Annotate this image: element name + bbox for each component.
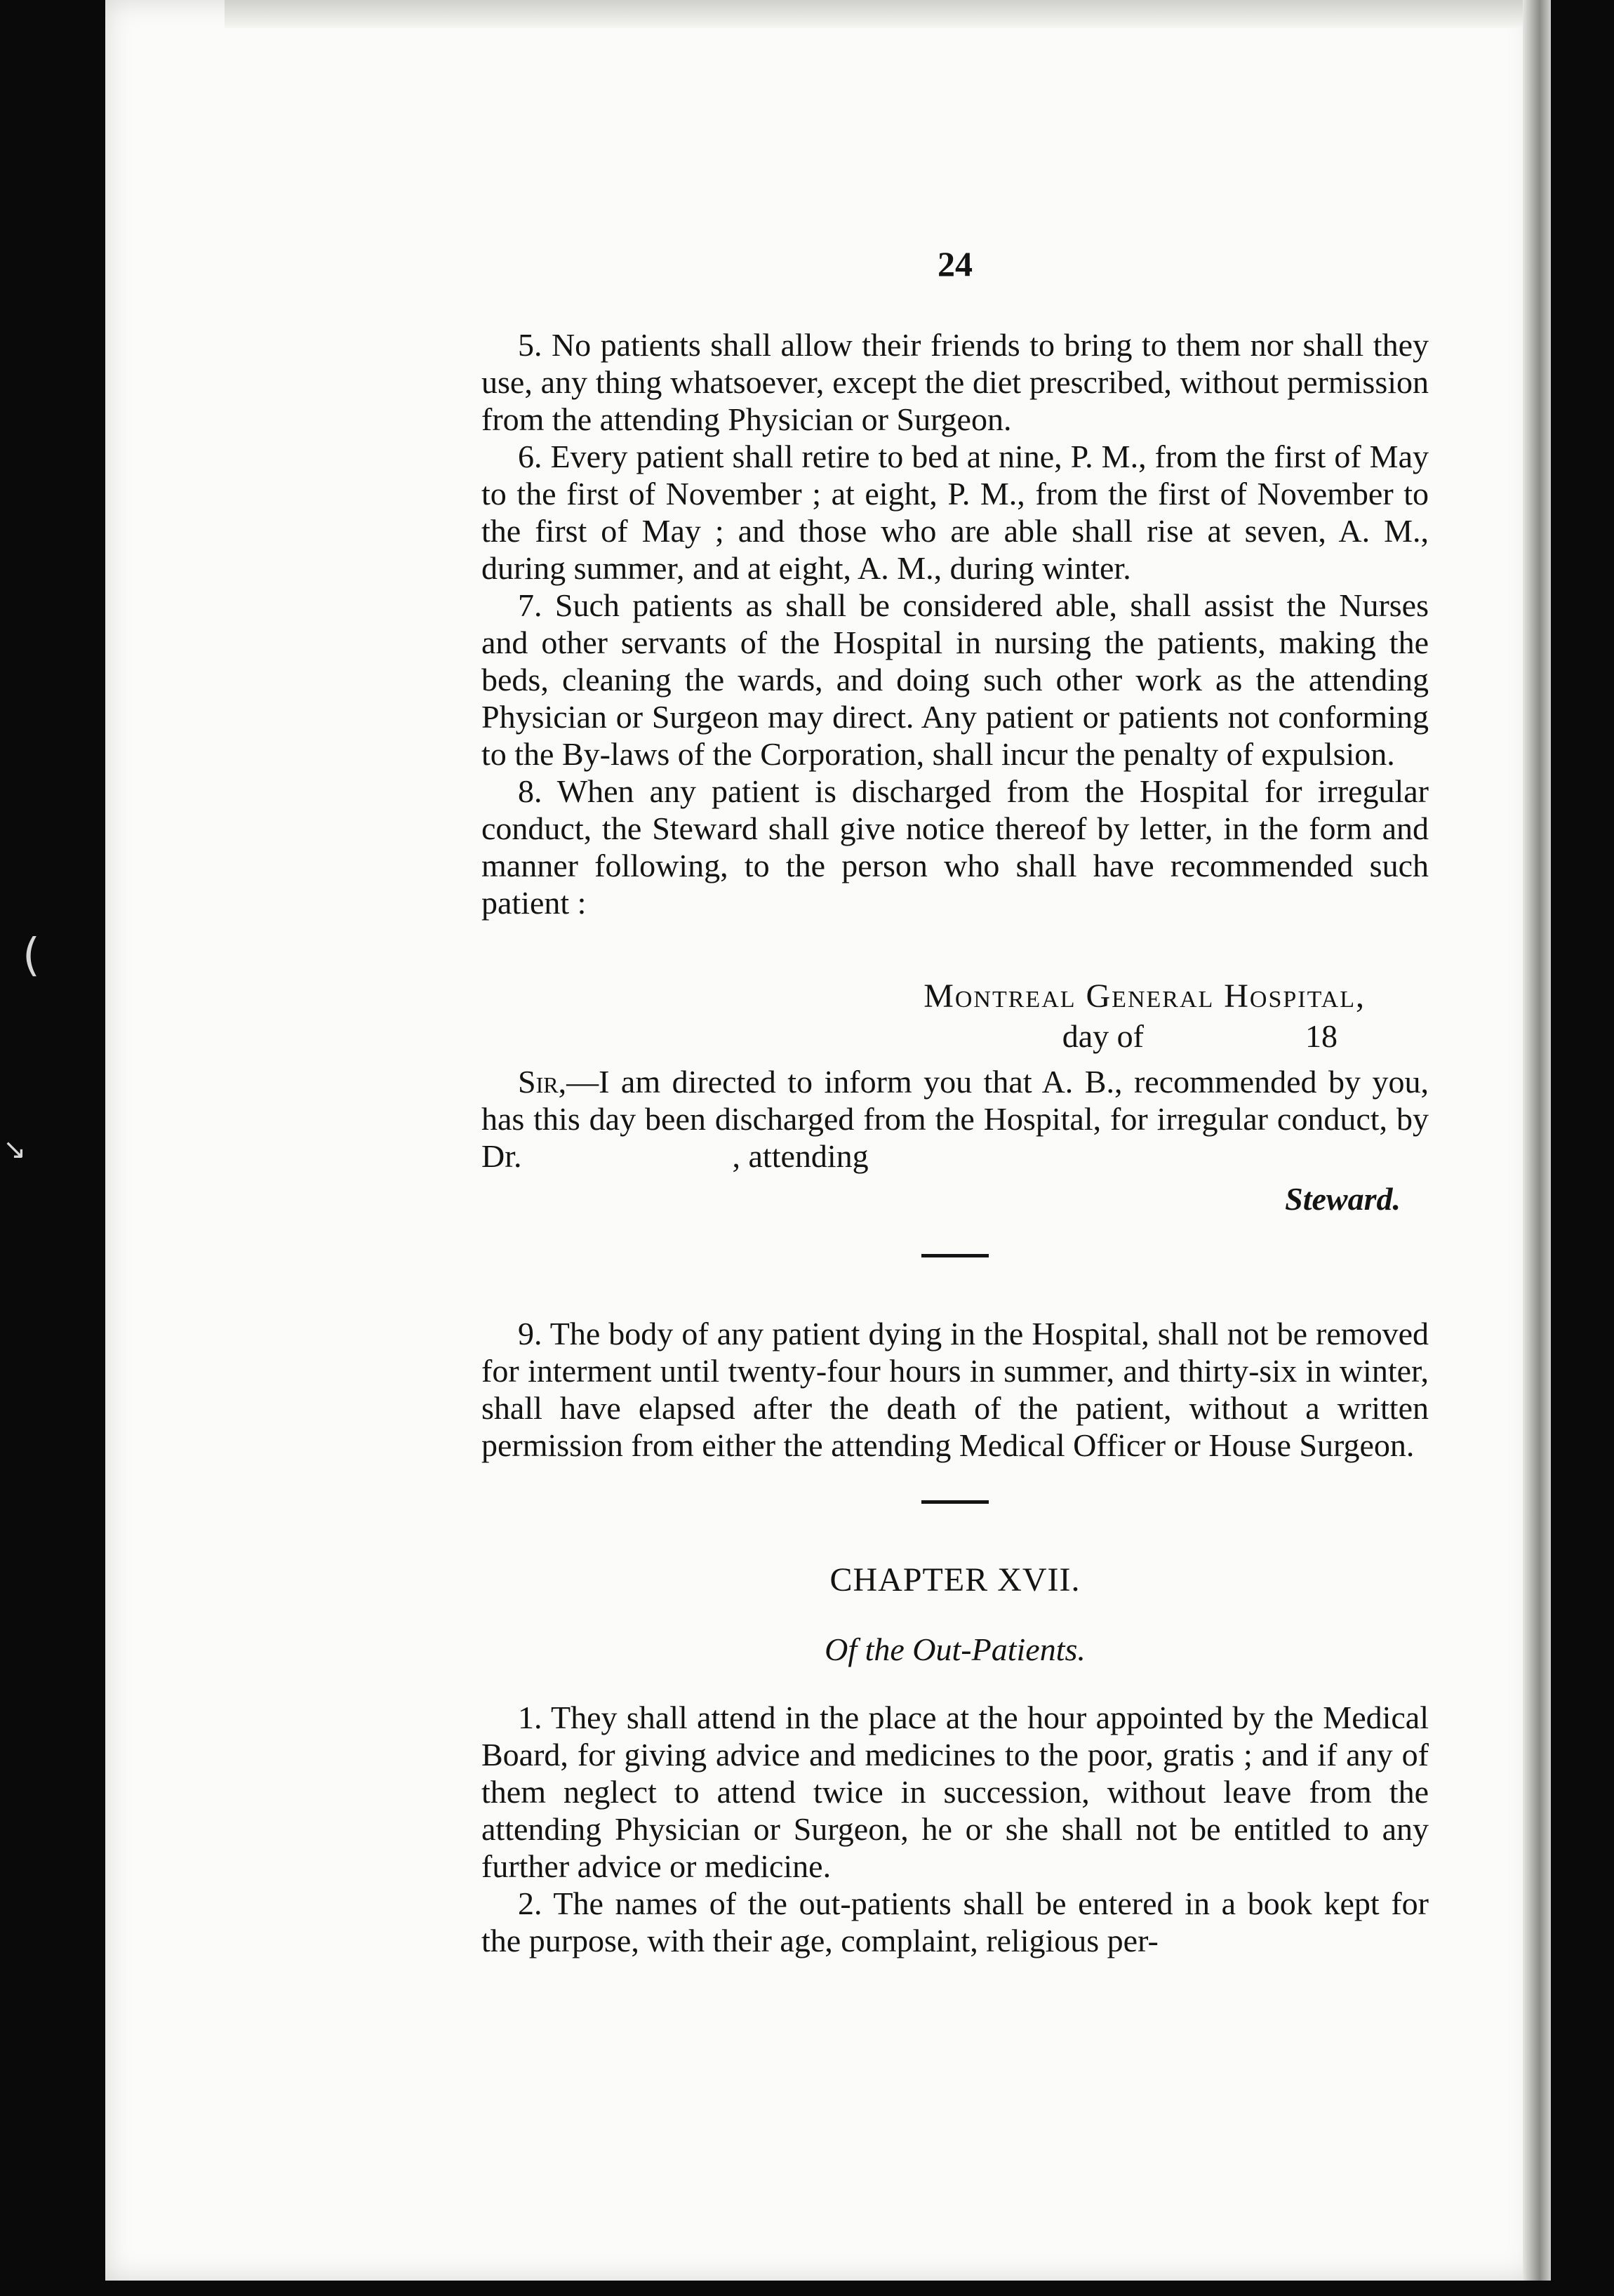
chapter-title: CHAPTER XVII. <box>829 1561 1081 1598</box>
margin-arrow-mark: ↘ <box>3 1133 27 1166</box>
letter-attending: , attending <box>732 1138 869 1174</box>
form-letter <box>481 977 1429 1217</box>
date-line <box>481 1017 1429 1055</box>
letter-body-text: —I am directed to inform you that A. B., recommended by you, has this day been discharged from the Hospital, for irregular conduct, by Dr. <box>481 1064 1429 1174</box>
page-content <box>481 246 1429 1959</box>
page-right-edge <box>1523 0 1551 2281</box>
letter-signature: Steward. <box>1285 1181 1401 1217</box>
page-top-edge <box>225 0 1537 28</box>
section-divider <box>921 1254 989 1257</box>
date-day-of: day of <box>1062 1018 1144 1054</box>
rule-paragraph-5: 5. No patients shall allow their friends to bring to them nor shall they use, any thing whatsoever, except the diet prescribed, without permission from the attending Physician or Surgeon. <box>481 327 1429 437</box>
letter-salutation: Sir, <box>518 1064 567 1100</box>
page-number: 24 <box>938 244 973 283</box>
chapter-subtitle: Of the Out-Patients. <box>825 1631 1086 1667</box>
section-divider <box>921 1500 989 1504</box>
rule-paragraph-6: 6. Every patient shall retire to bed at nine, P. M., from the first of May to the first of November ; at eight, P. M., from the first of November to the first of May ; and those who are able shall rise at seven, A. M., during summer, and at eight, A. M., during winter. <box>481 439 1429 586</box>
rule-paragraph-8: 8. When any patient is discharged from the Hospital for irregular conduct, the Steward shall give notice thereof by letter, in the form and manner following, to the person who shall have recommended such patient : <box>481 773 1429 921</box>
rule-paragraph-9: 9. The body of any patient dying in the Hospital, shall not be removed for interment until twenty-four hours in summer, and thirty-six in winter, shall have elapsed after the death of the patient, without a written permission from either the attending Medical Officer or House Surgeon. <box>481 1316 1429 1463</box>
letterhead: Montreal General Hospital, <box>923 977 1366 1015</box>
rule-paragraph-7: 7. Such patients as shall be considered able, shall assist the Nurses and other servants of the Hospital in nursing the patients, making the beds, cleaning the wards, and doing such other work as the attending Physician or Surgeon may direct. Any patient or patients not conforming to the By-laws of the Corporation, shall incur the penalty of expulsion. <box>481 587 1429 772</box>
letter-body <box>481 1063 1429 1175</box>
outpatient-rule-2: 2. The names of the out-patients shall be entered in a book kept for the purpose, with their age, complaint, religious per- <box>481 1885 1429 1958</box>
date-year: 18 <box>1305 1018 1338 1054</box>
outpatient-rule-1: 1. They shall attend in the place at the hour appointed by the Medical Board, for giving advice and medicines to the poor, gratis ; and if any of them neglect to attend twice in succession, without leave from the attending Physician or Surgeon, he or she shall not be entitled to any further advice or medicine. <box>481 1700 1429 1884</box>
margin-clip-mark: ( <box>22 930 40 982</box>
